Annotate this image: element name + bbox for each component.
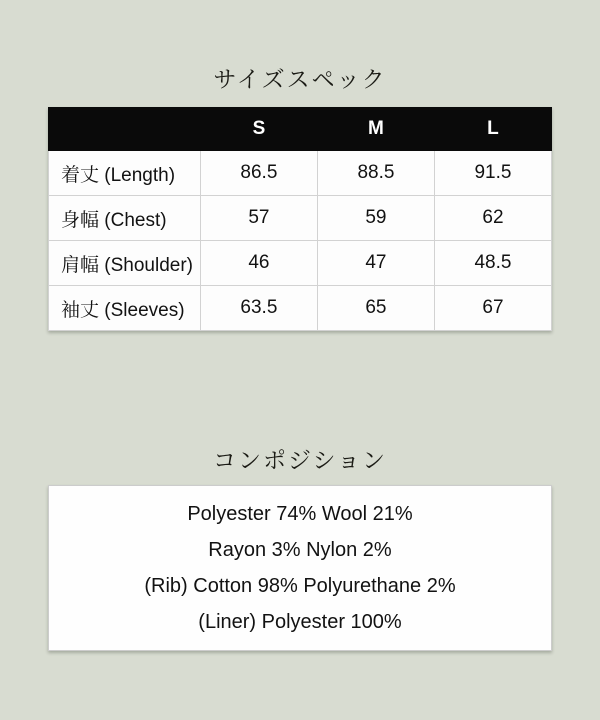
- size-spec-table: [48, 107, 552, 331]
- size-spec-table-header: [49, 108, 552, 151]
- row-label-shoulder: 肩幅 (Shoulder): [49, 241, 201, 286]
- value-chest-l: 62: [434, 196, 551, 241]
- value-chest-m: 59: [317, 196, 434, 241]
- row-label-length: 着丈 (Length): [49, 151, 201, 196]
- value-chest-s: 57: [200, 196, 317, 241]
- value-sleeves-m: 65: [317, 286, 434, 331]
- table-row-sleeves: [49, 286, 552, 331]
- value-length-m: 88.5: [317, 151, 434, 196]
- composition-line-liner: (Liner) Polyester 100%: [198, 611, 402, 633]
- composition-box: [48, 485, 552, 651]
- size-spec-table-body: [49, 151, 552, 331]
- value-length-s: 86.5: [200, 151, 317, 196]
- header-row: [49, 108, 552, 151]
- value-shoulder-m: 47: [317, 241, 434, 286]
- value-sleeves-l: 67: [434, 286, 551, 331]
- row-label-sleeves: 袖丈 (Sleeves): [49, 286, 201, 331]
- header-cell-size-m: M: [317, 108, 434, 151]
- value-sleeves-s: 63.5: [200, 286, 317, 331]
- composition-line-secondary: Rayon 3% Nylon 2%: [208, 539, 392, 561]
- value-shoulder-s: 46: [200, 241, 317, 286]
- table-row-length: [49, 151, 552, 196]
- table-row-chest: [49, 196, 552, 241]
- header-cell-empty: [49, 108, 201, 151]
- row-label-chest: 身幅 (Chest): [49, 196, 201, 241]
- header-cell-size-s: S: [200, 108, 317, 151]
- value-length-l: 91.5: [434, 151, 551, 196]
- composition-line-main: Polyester 74% Wool 21%: [187, 503, 413, 525]
- table-row-shoulder: [49, 241, 552, 286]
- value-shoulder-l: 48.5: [434, 241, 551, 286]
- size-spec-title: サイズスペック: [213, 66, 387, 92]
- composition-line-rib: (Rib) Cotton 98% Polyurethane 2%: [144, 575, 456, 597]
- header-cell-size-l: L: [434, 108, 551, 151]
- composition-title: コンポジション: [213, 447, 387, 473]
